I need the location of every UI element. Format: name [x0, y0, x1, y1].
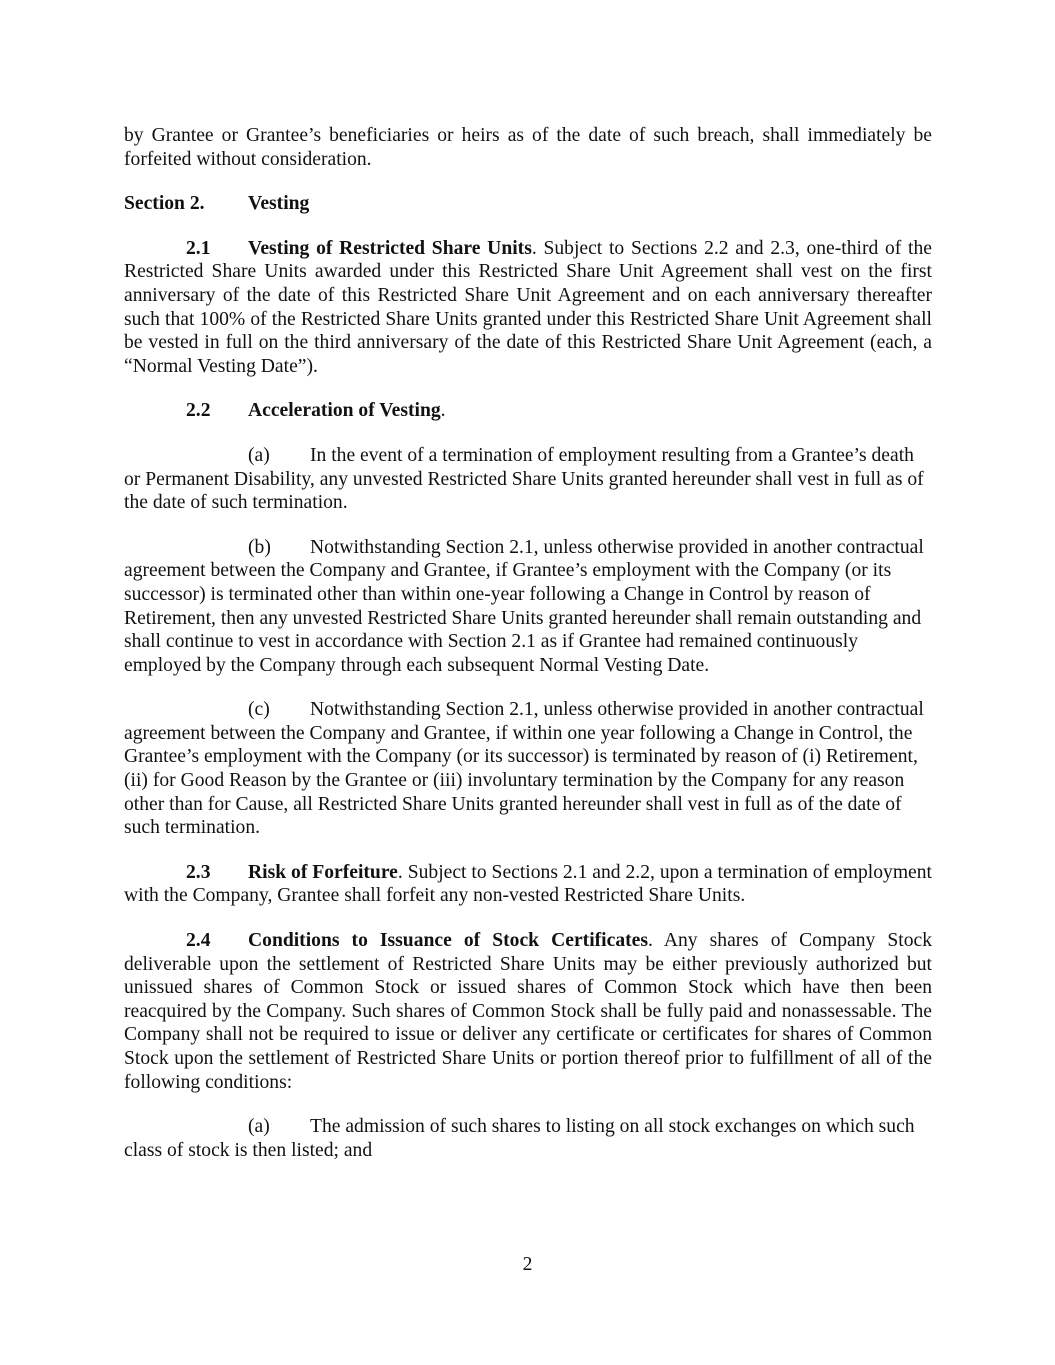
clause-body: . Subject to Sections 2.1 and 2.2, upon a termination of employment with the Company, Grantee shall forfeit any non-vested Restricted Share Units. [124, 861, 932, 907]
subparagraph-2-2-b [124, 536, 932, 678]
clause-body: . Subject to Sections 2.2 and 2.3, one-third of the Restricted Share Units awarded under this Restricted Share Unit Agreement shall vest on the first anniversary of the date of this Restricted Share Unit Agreement and on each anniversary thereafter such that 100% of the Restricted Share Units granted under this Restricted Share Unit Agreement shall be vested in full on the third anniversary of the date of this Restricted Share Unit Agreement (each, a “Normal Vesting Date”). [124, 237, 932, 377]
page-number: 2 [522, 1254, 533, 1275]
subparagraph-2-2-a [124, 444, 932, 515]
clause-title: Acceleration of Vesting [248, 400, 441, 422]
subclause-label: (a) [248, 1116, 270, 1138]
subclause-text: Notwithstanding Section 2.1, unless otherwise provided in another contractual agreement between the Company and Grantee, if Grantee’s employment with the Company (or its successor) is terminated other than within one-year following a Change in Control by reason of Retirement, then any unvested Restricted Share Units granted hereunder shall remain outstanding and shall continue to vest in accordance with Section 2.1 as if Grantee had remained continuously employed by the Company through each subsequent Normal Vesting Date. [124, 536, 924, 676]
subparagraph-2-2-c [124, 698, 932, 840]
subclause-text: Notwithstanding Section 2.1, unless otherwise provided in another contractual agreement between the Company and Grantee, if within one year following a Change in Control, the Grantee’s employment with the Company (or its successor) is terminated by reason of (i) Retirement, (ii) for Good Reason by the Grantee or (iii) involuntary termination by the Company for any reason other than for Cause, all Restricted Share Units granted hereunder shall vest in full as of the date of such termination. [124, 699, 924, 839]
subclause-label: (a) [248, 444, 270, 466]
clause-title: Risk of Forfeiture [248, 861, 398, 883]
paragraph-2-2-heading [124, 399, 932, 423]
clause-number: 2.3 [186, 861, 211, 883]
clause-number: 2.1 [186, 237, 211, 259]
subclause-label: (b) [248, 536, 271, 558]
intro-paragraph: by Grantee or Grantee’s beneficiaries or heirs as of the date of such breach, shall immediately be forfeited without consideration. [124, 125, 932, 170]
subparagraph-2-4-a [124, 1115, 932, 1162]
paragraph-2-4 [124, 929, 932, 1094]
paragraph-2-3 [124, 861, 932, 908]
clause-title: Vesting of Restricted Share Units [248, 237, 532, 259]
document-page [124, 124, 932, 1162]
subclause-text: In the event of a termination of employment resulting from a Grantee’s death or Permanent Disability, any unvested Restricted Share Units granted hereunder shall vest in full as of the date of such termination. [124, 444, 924, 514]
clause-number: 2.2 [186, 400, 211, 422]
section-number: Section 2. [124, 193, 205, 215]
section-heading [124, 192, 932, 216]
subclause-text: The admission of such shares to listing on all stock exchanges on which such class of stock is then listed; and [124, 1116, 915, 1161]
section-title: Vesting [248, 193, 310, 215]
clause-title: Conditions to Issuance of Stock Certificates [248, 930, 648, 952]
clause-number: 2.4 [186, 930, 211, 952]
clause-title-suffix: . [440, 400, 446, 422]
clause-body: . Any shares of Company Stock deliverable upon the settlement of Restricted Share Units may be either previously authorized but unissued shares of Common Stock or issued shares of Common Stock which have then been reacquired by the Company. Such shares of Common Stock shall be fully paid and nonassessable. The Company shall not be required to issue or deliver any certificate or certificates for shares of Common Stock upon the settlement of Restricted Share Units or portion thereof prior to fulfillment of all of the following conditions: [124, 930, 932, 1093]
subclause-label: (c) [248, 699, 270, 721]
paragraph-2-1 [124, 237, 932, 379]
